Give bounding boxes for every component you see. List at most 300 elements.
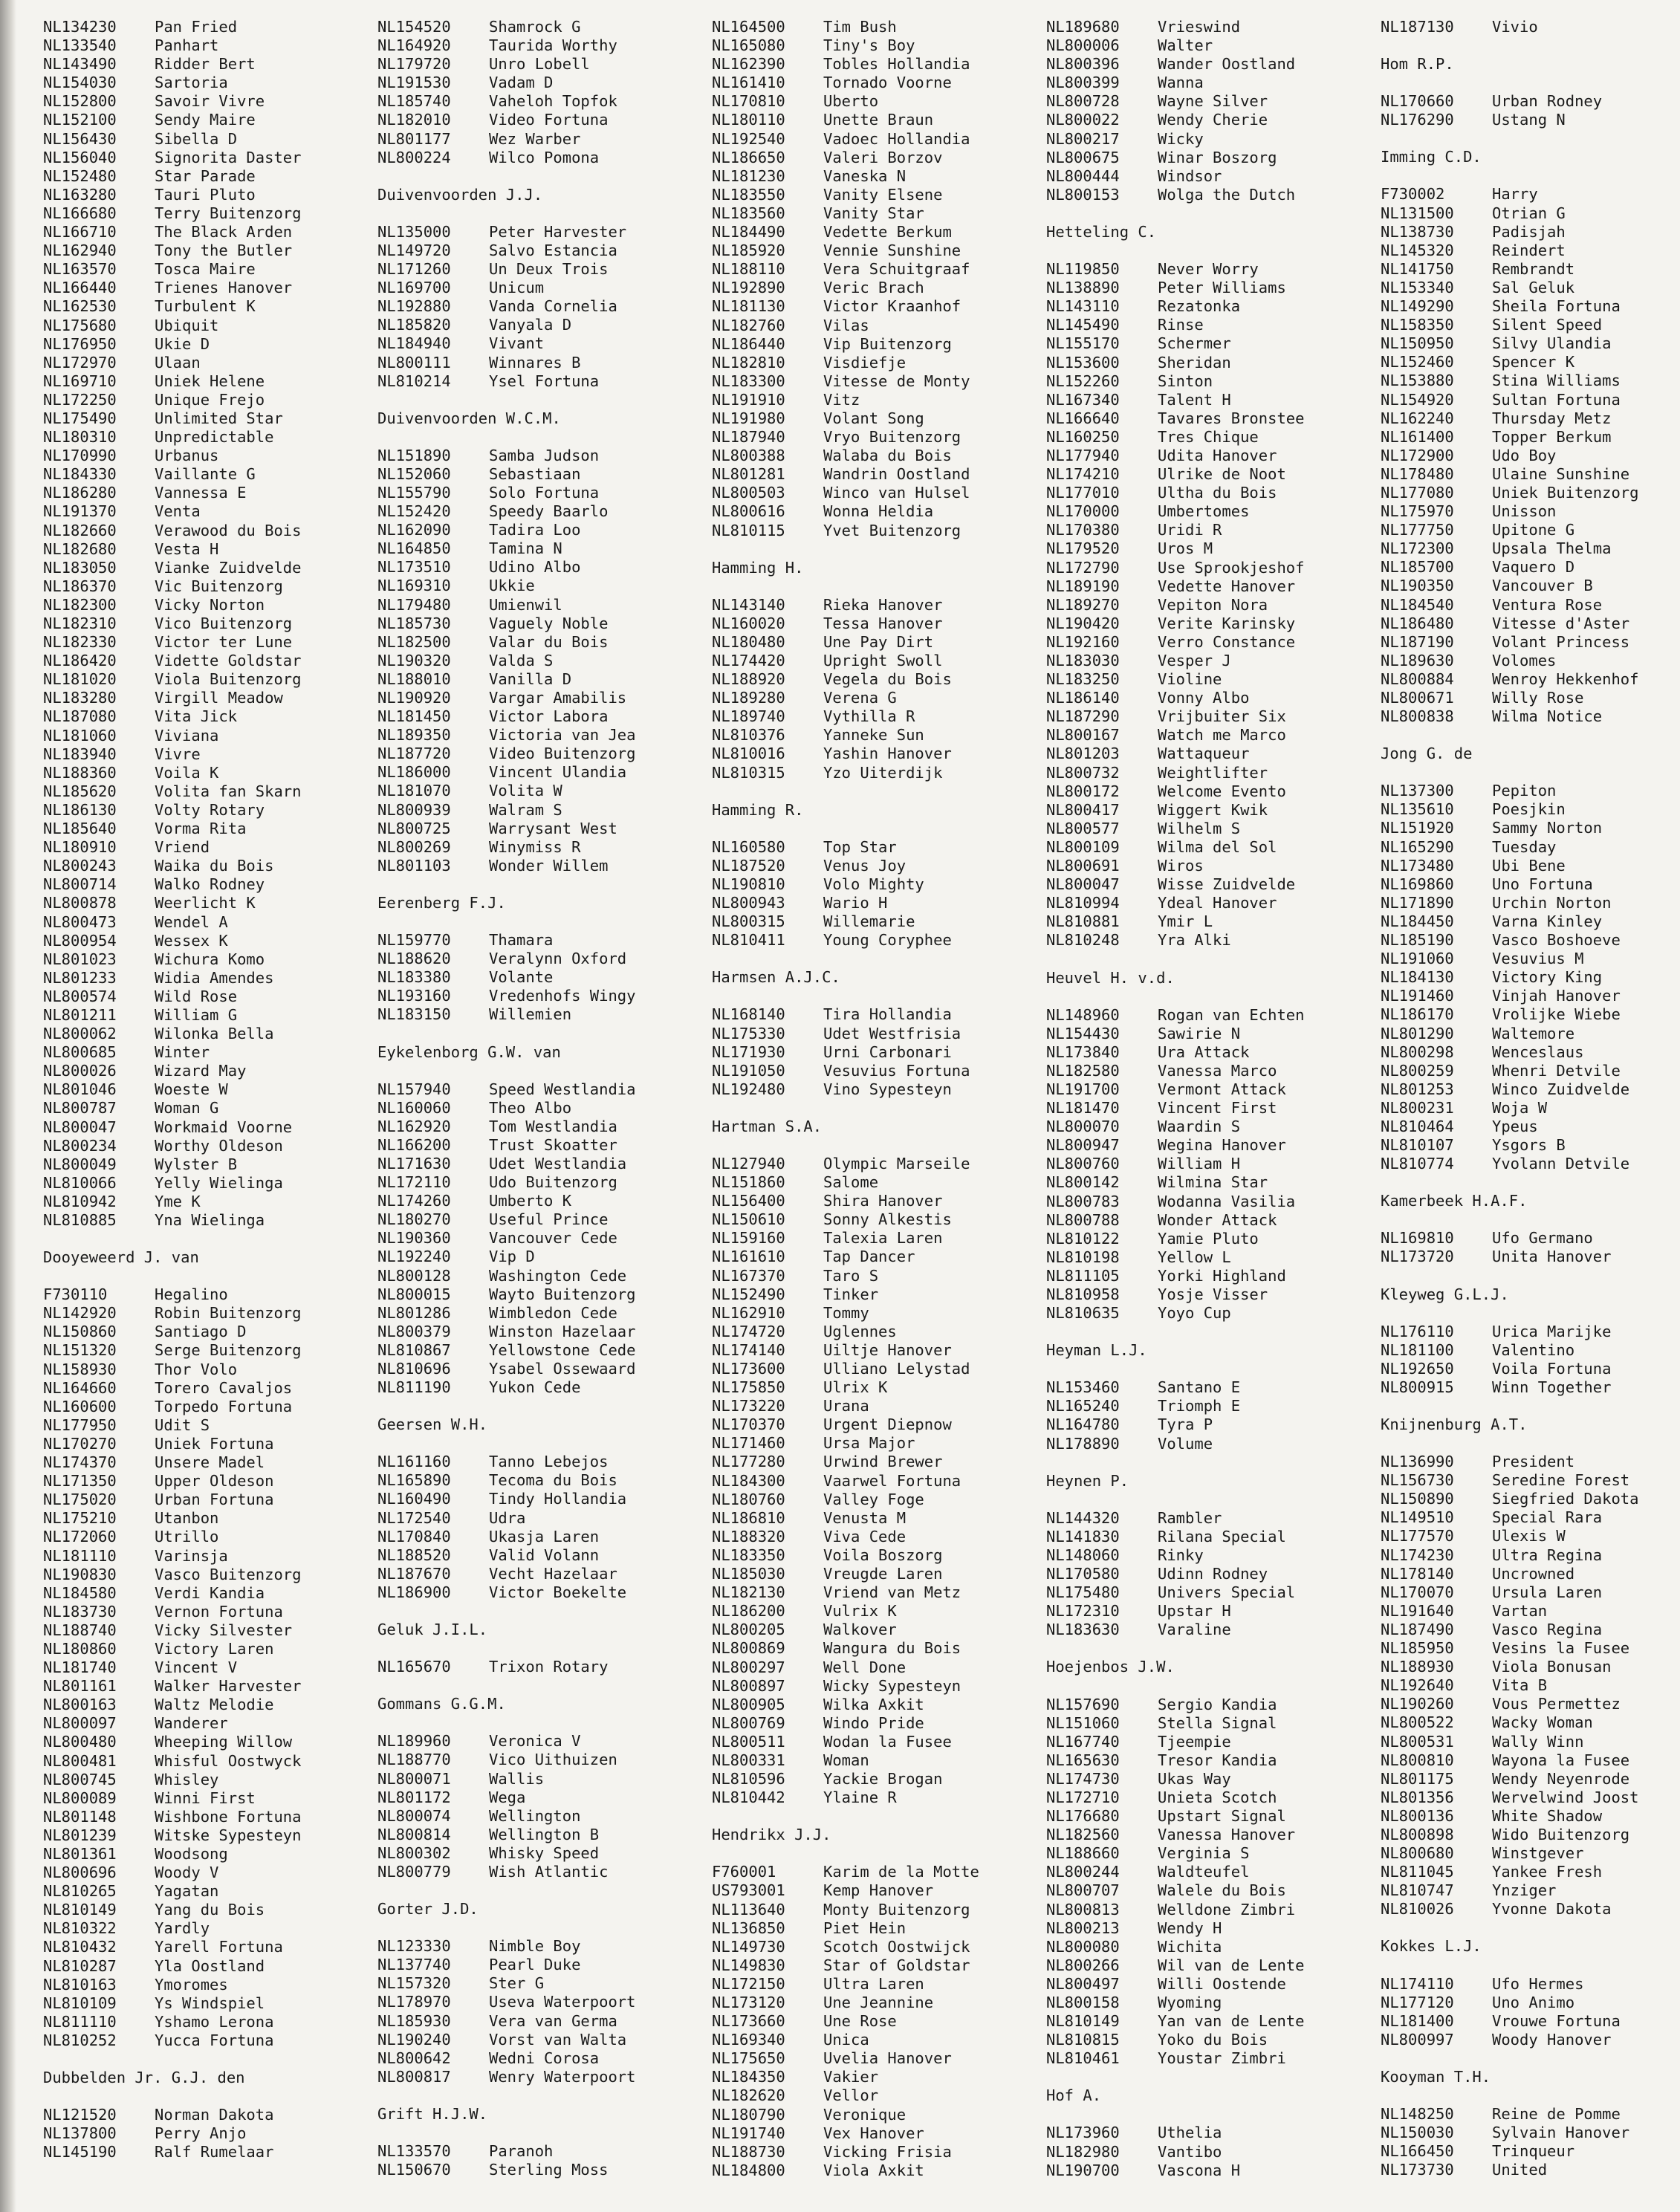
registration-number: NL169810 [1381,1229,1454,1248]
horse-name: Willy Rose [1492,689,1584,707]
horse-entry [712,912,1046,931]
horse-entry [1046,539,1381,558]
horse-name: Walkover [823,1621,897,1639]
horse-entry [377,2142,712,2161]
horse-entry [1046,1602,1381,1621]
registration-number: NL190920 [377,689,451,707]
horse-entry [1381,204,1680,223]
horse-entry [1381,260,1680,279]
horse-name: Wylster B [155,1155,238,1173]
registration-number: NL810696 [377,1360,451,1378]
horse-entry [1381,465,1680,484]
horse-entry [712,260,1046,279]
horse-entry [1381,2012,1680,2031]
horse-name: Wonder Willem [489,856,609,875]
horse-name: Udit S [155,1415,210,1434]
registration-number: NL150610 [712,1210,785,1229]
horse-name: Unette Braun [823,111,934,129]
registration-number: NL187080 [43,707,117,726]
horse-name: Upitone G [1492,521,1575,539]
horse-entry [43,1435,377,1453]
horse-name: Waardin S [1158,1118,1241,1136]
horse-entry [1381,819,1680,837]
registration-number: NL800153 [1046,185,1120,204]
horse-entry [1381,2105,1680,2124]
registration-number: F730002 [1381,185,1445,204]
horse-entry [1046,782,1381,801]
horse-name: Serge Buitenzorg [155,1341,302,1360]
horse-entry [712,186,1046,204]
registration-number: NL171260 [377,260,451,279]
registration-number: NL183150 [377,1005,451,1024]
horse-entry [1046,1248,1381,1267]
horse-name: Yagatan [155,1882,219,1901]
registration-number: NL182010 [377,111,451,129]
horse-name: Verro Constance [1158,632,1296,651]
listing-column [377,18,712,2212]
horse-entry [1381,372,1680,390]
horse-name: Pepiton [1492,782,1557,800]
registration-number: NL181060 [43,726,117,745]
horse-name: Walele du Bois [1158,1881,1286,1900]
registration-number: NL800244 [1046,1863,1120,1881]
owner-header: Kleyweg G.L.J. [1381,1285,1509,1303]
horse-entry [377,74,712,92]
registration-number: NL163280 [43,185,117,204]
registration-number: NL801203 [1046,745,1120,763]
horse-name: Youstar Zimbri [1158,2049,1286,2068]
horse-name: Ventura Rose [1492,595,1603,614]
horse-entry [1381,614,1680,633]
horse-name: Tosca Maire [155,260,256,279]
horse-entry [712,1062,1046,1080]
horse-name: Udo Boy [1492,446,1557,464]
registration-number: NL165670 [377,1658,451,1676]
registration-number: NL150860 [43,1323,117,1341]
horse-name: Unique Frejo [155,390,265,409]
horse-entry [43,1453,377,1472]
registration-number: NL127940 [712,1154,785,1173]
registration-number: NL183940 [43,745,117,763]
registration-number: NL189740 [712,707,785,726]
registration-number: NL191050 [712,1061,785,1080]
horse-name: Tavares Bronstee [1158,409,1305,427]
horse-name: Vip D [489,1248,535,1266]
horse-entry [377,1826,712,1844]
horse-entry [1046,1546,1381,1565]
registration-number: NL162390 [712,55,785,74]
registration-number: NL188740 [43,1621,117,1639]
horse-name: Victor ter Lune [155,633,293,652]
registration-number: NL800732 [1046,763,1120,782]
horse-name: Volant Song [823,409,924,427]
horse-name: Tinker [823,1285,879,1303]
horse-entry [43,204,377,223]
registration-number: NL148960 [1046,1005,1120,1024]
horse-entry [43,1547,377,1566]
registration-number: NL188010 [377,669,451,688]
horse-name: Vincent V [155,1658,238,1677]
registration-number: NL172250 [43,390,117,409]
registration-number: NL156040 [43,148,117,166]
horse-name: Yla Oostland [155,1956,265,1975]
registration-number: NL177750 [1381,521,1454,539]
horse-name: Wilhelm S [1158,819,1241,837]
horse-entry [377,820,712,838]
horse-name: Uniek Buitenzorg [1492,483,1639,502]
registration-number: NL152100 [43,111,117,129]
registration-number: NL153600 [1046,353,1120,372]
horse-entry [377,334,712,353]
horse-entry [1046,2031,1381,2049]
registration-number: NL800779 [377,1862,451,1881]
registration-number: NL154520 [377,18,451,36]
horse-entry [1381,652,1680,670]
horse-entry [1046,1975,1381,1994]
horse-entry [712,689,1046,707]
horse-entry [1381,782,1680,800]
horse-entry [712,726,1046,745]
registration-number: NL800473 [43,912,117,931]
horse-name: Urgent Diepnow [823,1415,952,1434]
horse-entry [43,1285,377,1304]
registration-number: NL185950 [1381,1639,1454,1658]
horse-entry [712,1210,1046,1229]
horse-entry [43,92,377,111]
registration-number: NL185920 [712,241,785,260]
registration-number: NL121520 [43,2106,117,2124]
registration-number: NL172300 [1381,539,1454,558]
horse-name: Willemarie [823,912,915,931]
registration-number: NL801172 [377,1788,451,1806]
horse-entry [43,317,377,335]
horse-entry [712,633,1046,652]
registration-number: NL183050 [43,558,117,577]
horse-entry [377,111,712,129]
horse-name: Yvet Buitenzorg [823,521,961,539]
horse-name: Wendy H [1158,1919,1222,1937]
owner-header: Eerenberg F.J. [377,893,506,912]
horse-entry [712,391,1046,409]
horse-name: Viviana [155,726,219,745]
registration-number: NL172900 [1381,446,1454,464]
registration-number: NL800396 [1046,55,1120,74]
horse-entry [1046,1844,1381,1863]
horse-entry [43,2031,377,2050]
registration-number: NL173220 [712,1397,785,1415]
registration-number: NL184300 [712,1471,785,1490]
registration-number: NL184940 [377,334,451,353]
horse-name: Vivant [489,334,545,353]
horse-entry [1046,931,1381,950]
horse-entry [712,484,1046,502]
horse-entry [712,36,1046,55]
horse-name: President [1492,1453,1575,1471]
horse-name: Welcome Evento [1158,782,1286,800]
horse-name: Vita Jick [155,707,238,726]
horse-name: Ysgors B [1492,1136,1566,1155]
registration-number: NL187490 [1381,1620,1454,1638]
registration-number: NL192650 [1381,1359,1454,1378]
horse-name: Tom Westlandia [489,1117,617,1135]
horse-name: Star of Goldstar [823,1956,970,1974]
horse-name: Uniek Fortuna [155,1434,274,1453]
horse-entry [1381,1546,1680,1565]
registration-number: NL182680 [43,539,117,558]
registration-number: NL800905 [712,1695,785,1713]
horse-name: Wally Winn [1492,1732,1584,1751]
horse-entry [1381,670,1680,689]
registration-number: NL170990 [43,447,117,465]
registration-number: NL144320 [1046,1508,1120,1527]
horse-entry [43,1211,377,1230]
horse-entry [377,241,712,260]
horse-entry [377,130,712,149]
registration-number: NL155170 [1046,334,1120,353]
registration-number: NL800297 [712,1658,785,1676]
registration-number: NL810198 [1046,1248,1120,1266]
registration-number: NL178140 [1381,1564,1454,1583]
horse-name: Useful Prince [489,1210,609,1229]
registration-number: NL135000 [377,222,451,241]
horse-name: Urban Fortuna [155,1491,274,1509]
horse-entry [43,1789,377,1808]
horse-entry [1046,2124,1381,2142]
horse-entry [43,354,377,372]
horse-name: Ydeal Hanover [1158,894,1277,912]
registration-number: NL189280 [712,689,785,707]
owner-header: Heynen P. [1046,1471,1129,1490]
horse-name: Virgill Meadow [155,689,283,707]
horse-name: Yackie Brogan [823,1770,943,1788]
registration-number: NL800399 [1046,74,1120,92]
horse-entry [1046,1938,1381,1956]
registration-number: NL180110 [712,111,785,129]
horse-name: Venus Joy [823,856,907,875]
horse-name: Wez Warber [489,129,581,148]
registration-number: NL810265 [43,1882,117,1901]
registration-number: NL188520 [377,1546,451,1564]
registration-number: NL170000 [1046,502,1120,521]
horse-entry [712,1043,1046,1062]
horse-entry [43,1919,377,1938]
horse-name: Ypeus [1492,1117,1538,1135]
horse-entry [712,764,1046,782]
horse-name: Volume [1158,1434,1213,1453]
horse-entry [377,92,712,111]
horse-entry [43,1472,377,1491]
registration-number: NL800997 [1381,2030,1454,2049]
horse-entry [43,1304,377,1323]
horse-entry [377,1528,712,1546]
horse-name: Wilma Notice [1492,707,1603,726]
registration-number: NL188110 [712,260,785,279]
horse-entry [712,2031,1046,2049]
horse-entry [712,465,1046,484]
horse-entry [43,596,377,614]
horse-entry [1381,428,1680,447]
horse-entry [1381,92,1680,111]
horse-entry [1046,92,1381,111]
horse-name: Salome [823,1173,879,1192]
horse-entry [43,1528,377,1546]
horse-name: Terry Buitenzorg [155,204,302,222]
registration-number: NL180270 [377,1210,451,1229]
registration-number: NL160250 [1046,427,1120,446]
registration-number: NL150890 [1381,1490,1454,1508]
registration-number: NL185030 [712,1565,785,1583]
horse-entry [377,1788,712,1807]
registration-number: NL136850 [712,1919,785,1937]
registration-number: NL175480 [1046,1583,1120,1602]
horse-name: Topper Berkum [1492,427,1612,446]
horse-entry [1381,1565,1680,1583]
horse-entry [377,1304,712,1323]
registration-number: NL800897 [712,1676,785,1695]
horse-entry [377,1453,712,1471]
horse-name: Vasco Buitenzorg [155,1565,302,1583]
horse-entry [43,1714,377,1733]
horse-entry [1046,1788,1381,1807]
horse-name: Vargar Amabilis [489,689,627,707]
horse-name: Stella Signal [1158,1713,1277,1732]
registration-number: NL190360 [377,1229,451,1248]
horse-name: Venta [155,502,201,521]
horse-name: Vicky Silvester [155,1621,293,1639]
horse-entry [712,1509,1046,1528]
horse-name: Wilmina Star [1158,1173,1268,1192]
horse-entry [1381,912,1680,931]
horse-entry [43,875,377,894]
horse-name: Unro Lobell [489,55,590,74]
horse-entry [1381,1062,1680,1080]
registration-number: NL177570 [1381,1527,1454,1546]
horse-name: Ubiquit [155,316,219,334]
registration-number: NL189960 [377,1732,451,1751]
horse-name: Varinsja [155,1546,228,1565]
registration-number: NL810115 [712,521,785,539]
horse-entry [712,2012,1046,2031]
horse-entry [43,727,377,745]
registration-number: NL183730 [43,1602,117,1621]
horse-entry [1046,1994,1381,2012]
owner-header: Jong G. de [1381,745,1473,763]
registration-number: NL810774 [1381,1155,1454,1173]
horse-name: Sinton [1158,372,1213,390]
registration-number: NL161160 [377,1453,451,1471]
horse-name: Worthy Oldeson [155,1136,283,1155]
registration-number: NL810747 [1381,1881,1454,1900]
horse-entry [377,1285,712,1304]
registration-number: NL800331 [712,1751,785,1769]
owner-header: Hartman S.A. [712,1117,823,1135]
registration-number: F760001 [712,1863,776,1881]
registration-number: NL164500 [712,18,785,36]
horse-name: Ulrix K [823,1378,888,1397]
horse-entry [1381,838,1680,857]
registration-number: NL800026 [43,1062,117,1080]
horse-name: Vaneska N [823,166,907,185]
horse-name: Voila Boszorg [823,1546,943,1564]
horse-name: Vaillante G [155,465,256,484]
horse-name: The Black Arden [155,223,293,241]
horse-entry [43,522,377,540]
horse-name: Peter Williams [1158,279,1286,297]
horse-entry [377,297,712,316]
horse-entry [712,335,1046,354]
horse-name: Wonder Attack [1158,1210,1277,1229]
horse-entry [43,540,377,559]
horse-entry [1381,1025,1680,1043]
horse-entry [377,36,712,55]
horse-entry [1046,1881,1381,1900]
registration-number: NL182130 [712,1583,785,1602]
registration-number: NL191530 [377,74,451,92]
registration-number: NL178890 [1046,1434,1120,1453]
registration-number: NL182310 [43,614,117,632]
horse-name: Tony the Butler [155,241,293,260]
horse-name: Une Pay Dirt [823,632,934,651]
registration-number: NL164660 [43,1378,117,1397]
horse-entry [377,223,712,241]
registration-number: NL189270 [1046,595,1120,614]
horse-name: Tornado Voorne [823,74,952,92]
registration-number: NL165240 [1046,1397,1120,1415]
horse-entry [712,167,1046,186]
registration-number: NL152490 [712,1285,785,1303]
horse-entry [1046,689,1381,707]
horse-entry [377,1173,712,1192]
registration-number: NL154920 [1381,390,1454,409]
horse-name: Rembrandt [1492,259,1575,278]
horse-name: Tjeempie [1158,1732,1231,1751]
registration-number: NL800224 [377,148,451,166]
registration-number: NL800111 [377,353,451,372]
horse-entry [1046,521,1381,539]
horse-entry [1046,1118,1381,1136]
horse-entry [43,1826,377,1845]
horse-entry [1381,1658,1680,1676]
horse-name: Sal Geluk [1492,278,1575,296]
horse-name: Wilonka Bella [155,1025,274,1043]
registration-number: NL184540 [1381,595,1454,614]
owner-header: Gommans G.G.M. [377,1695,506,1713]
horse-name: Hegalino [155,1285,228,1304]
horse-entry [1381,894,1680,912]
horse-name: Wishbone Fortuna [155,1807,302,1826]
horse-name: Willemien [489,1005,572,1024]
horse-name: Vesta H [155,539,219,558]
registration-number: NL162940 [43,241,117,260]
horse-name: Ulrike de Noot [1158,465,1286,484]
horse-name: Wish Atlantic [489,1862,609,1881]
registration-number: NL188360 [43,763,117,782]
registration-number: NL800884 [1381,669,1454,688]
horse-entry [377,1192,712,1210]
registration-number: NL160020 [712,614,785,632]
horse-name: Wiros [1158,857,1204,875]
horse-name: Solo Fortuna [489,483,600,502]
registration-number: NL810867 [377,1340,451,1359]
registration-number: NL145320 [1381,241,1454,259]
owner-header: Duivenvoorden W.C.M. [377,409,561,427]
horse-entry [1381,1994,1680,2012]
horse-entry [43,1771,377,1789]
horse-entry [43,74,377,92]
horse-name: Urana [823,1397,869,1415]
horse-name: Verginia S [1158,1844,1250,1863]
horse-name: Wilka Axkit [823,1695,924,1713]
